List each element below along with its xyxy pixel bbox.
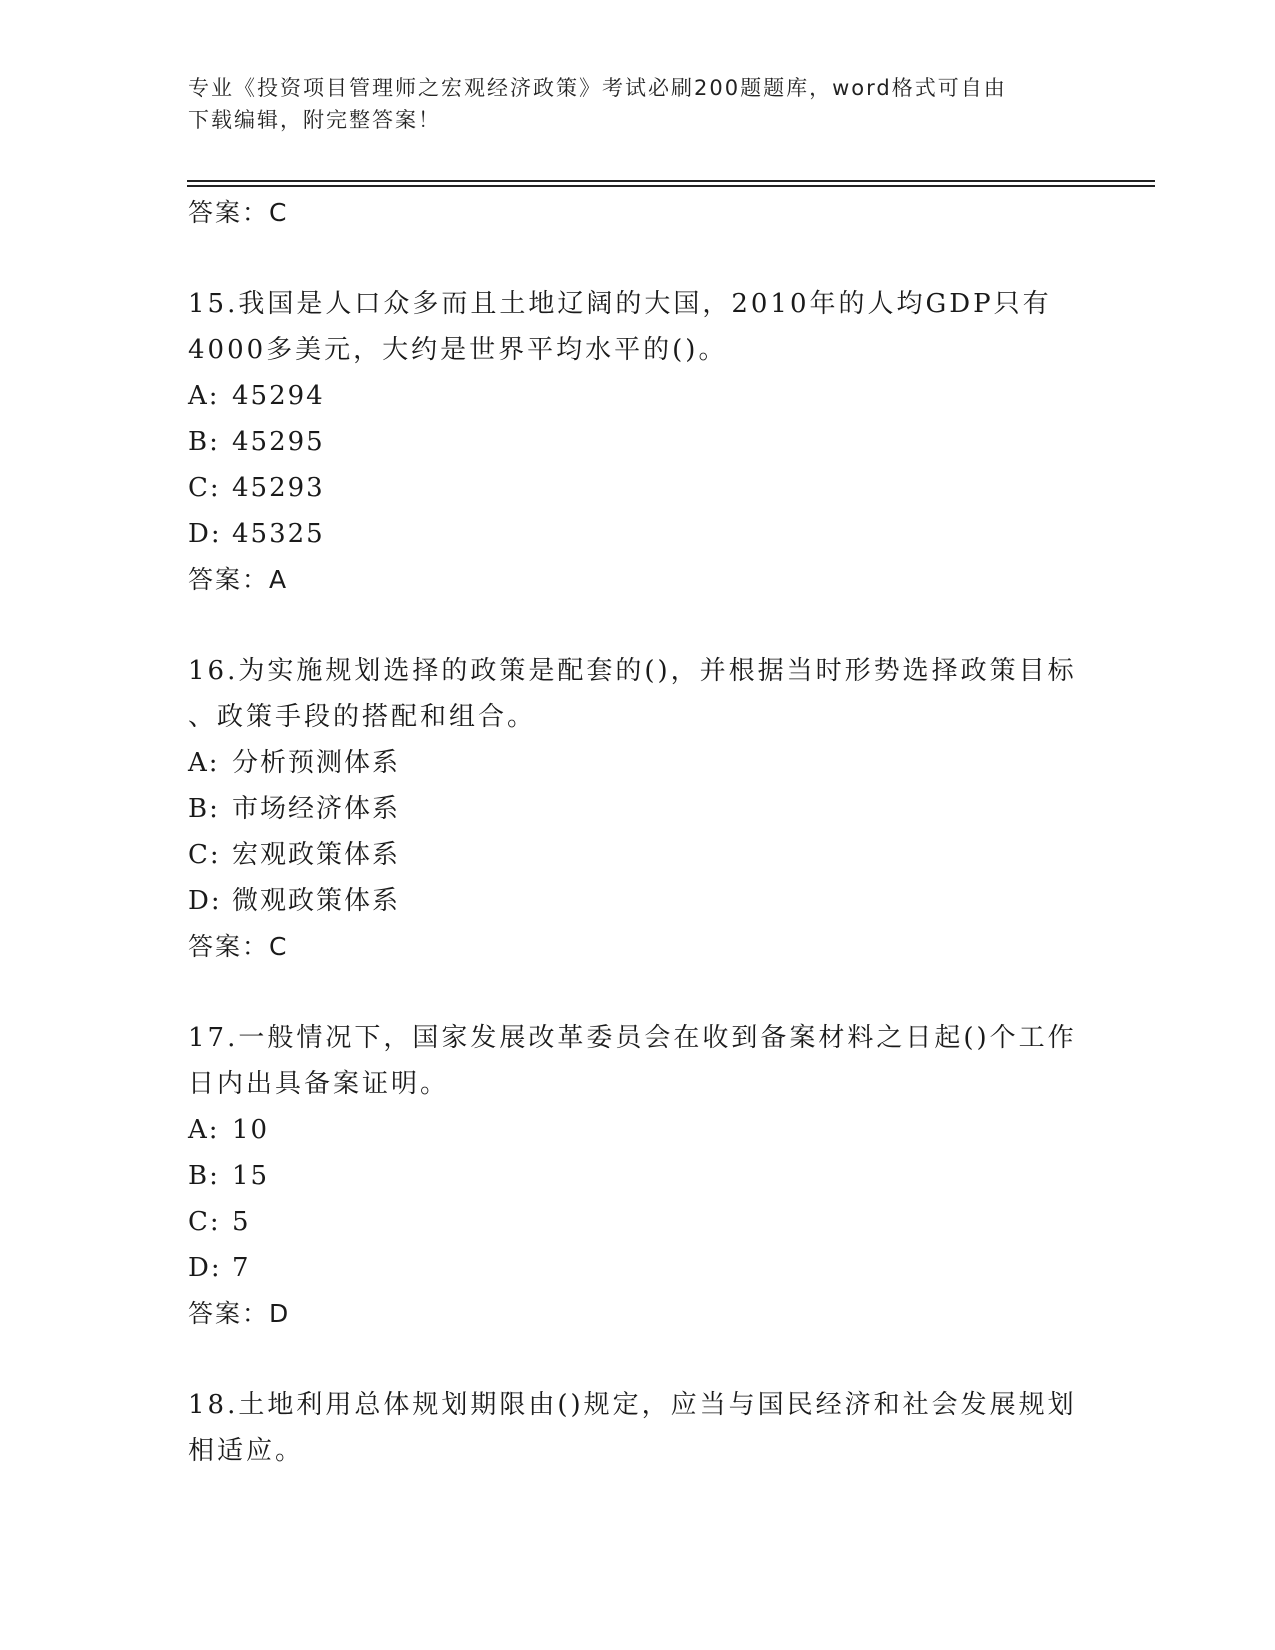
option-key: C: [188, 473, 221, 503]
option-a [188, 373, 1088, 419]
option-b [188, 786, 1088, 832]
question-block [188, 648, 1088, 970]
option-text: 15 [232, 1161, 270, 1191]
option-d [188, 878, 1088, 924]
option-text: 微观政策体系 [232, 886, 401, 916]
question-list [188, 190, 1088, 1474]
question-block [188, 1382, 1088, 1474]
header-rule-top [187, 180, 1155, 182]
option-text: 10 [232, 1115, 270, 1145]
spacer [188, 603, 1088, 648]
question-text-line: 4000多美元，大约是世界平均水平的()。 [188, 335, 728, 365]
question-text-line: 、政策手段的搭配和组合。 [188, 702, 537, 732]
option-c [188, 1199, 1088, 1245]
question-text-line: 17.一般情况下，国家发展改革委员会在收到备案材料之日起()个工作 [188, 1023, 1077, 1053]
question-text-line: 16.为实施规划选择的政策是配套的()，并根据当时形势选择政策目标 [188, 656, 1077, 686]
answer-line: 答案：A [188, 565, 289, 594]
question-block [188, 1015, 1088, 1337]
option-text: 45294 [232, 381, 325, 411]
option-c [188, 465, 1088, 511]
answer-line: 答案：C [188, 198, 289, 227]
option-key: D: [188, 886, 222, 916]
option-key: A: [188, 381, 220, 411]
option-text: 分析预测体系 [232, 748, 401, 778]
option-d [188, 1245, 1088, 1291]
option-text: 45325 [232, 519, 325, 549]
option-key: D: [188, 519, 222, 549]
document-header [188, 72, 1068, 136]
option-key: C: [188, 840, 221, 870]
answer-line: 答案：D [188, 1299, 291, 1328]
option-text: 7 [232, 1253, 251, 1283]
option-key: B: [188, 794, 220, 824]
header-line-1: 专业《投资项目管理师之宏观经济政策》考试必刷200题题库，word格式可自由 [188, 76, 1007, 100]
option-text: 45293 [232, 473, 325, 503]
option-key: B: [188, 1161, 220, 1191]
option-d [188, 511, 1088, 557]
option-key: A: [188, 1115, 220, 1145]
spacer [188, 970, 1088, 1015]
option-a [188, 740, 1088, 786]
spacer [188, 1337, 1088, 1382]
question-text-line: 15.我国是人口众多而且土地辽阔的大国，2010年的人均GDP只有 [188, 289, 1052, 319]
header-line-2: 下载编辑，附完整答案！ [188, 108, 441, 132]
option-text: 宏观政策体系 [232, 840, 401, 870]
option-b [188, 419, 1088, 465]
option-text: 45295 [232, 427, 325, 457]
option-b [188, 1153, 1088, 1199]
option-key: C: [188, 1207, 221, 1237]
question-text-line: 18.土地利用总体规划期限由()规定，应当与国民经济和社会发展规划 [188, 1390, 1077, 1420]
option-text: 5 [232, 1207, 251, 1237]
option-c [188, 832, 1088, 878]
option-text: 市场经济体系 [232, 794, 401, 824]
question-text-line: 日内出具备案证明。 [188, 1069, 450, 1099]
option-key: A: [188, 748, 220, 778]
header-rule-bottom [187, 185, 1155, 187]
question-text-line: 相适应。 [188, 1436, 305, 1466]
option-key: B: [188, 427, 220, 457]
question-block [188, 281, 1088, 603]
answer-line: 答案：C [188, 932, 289, 961]
spacer [188, 236, 1088, 281]
option-key: D: [188, 1253, 222, 1283]
option-a [188, 1107, 1088, 1153]
